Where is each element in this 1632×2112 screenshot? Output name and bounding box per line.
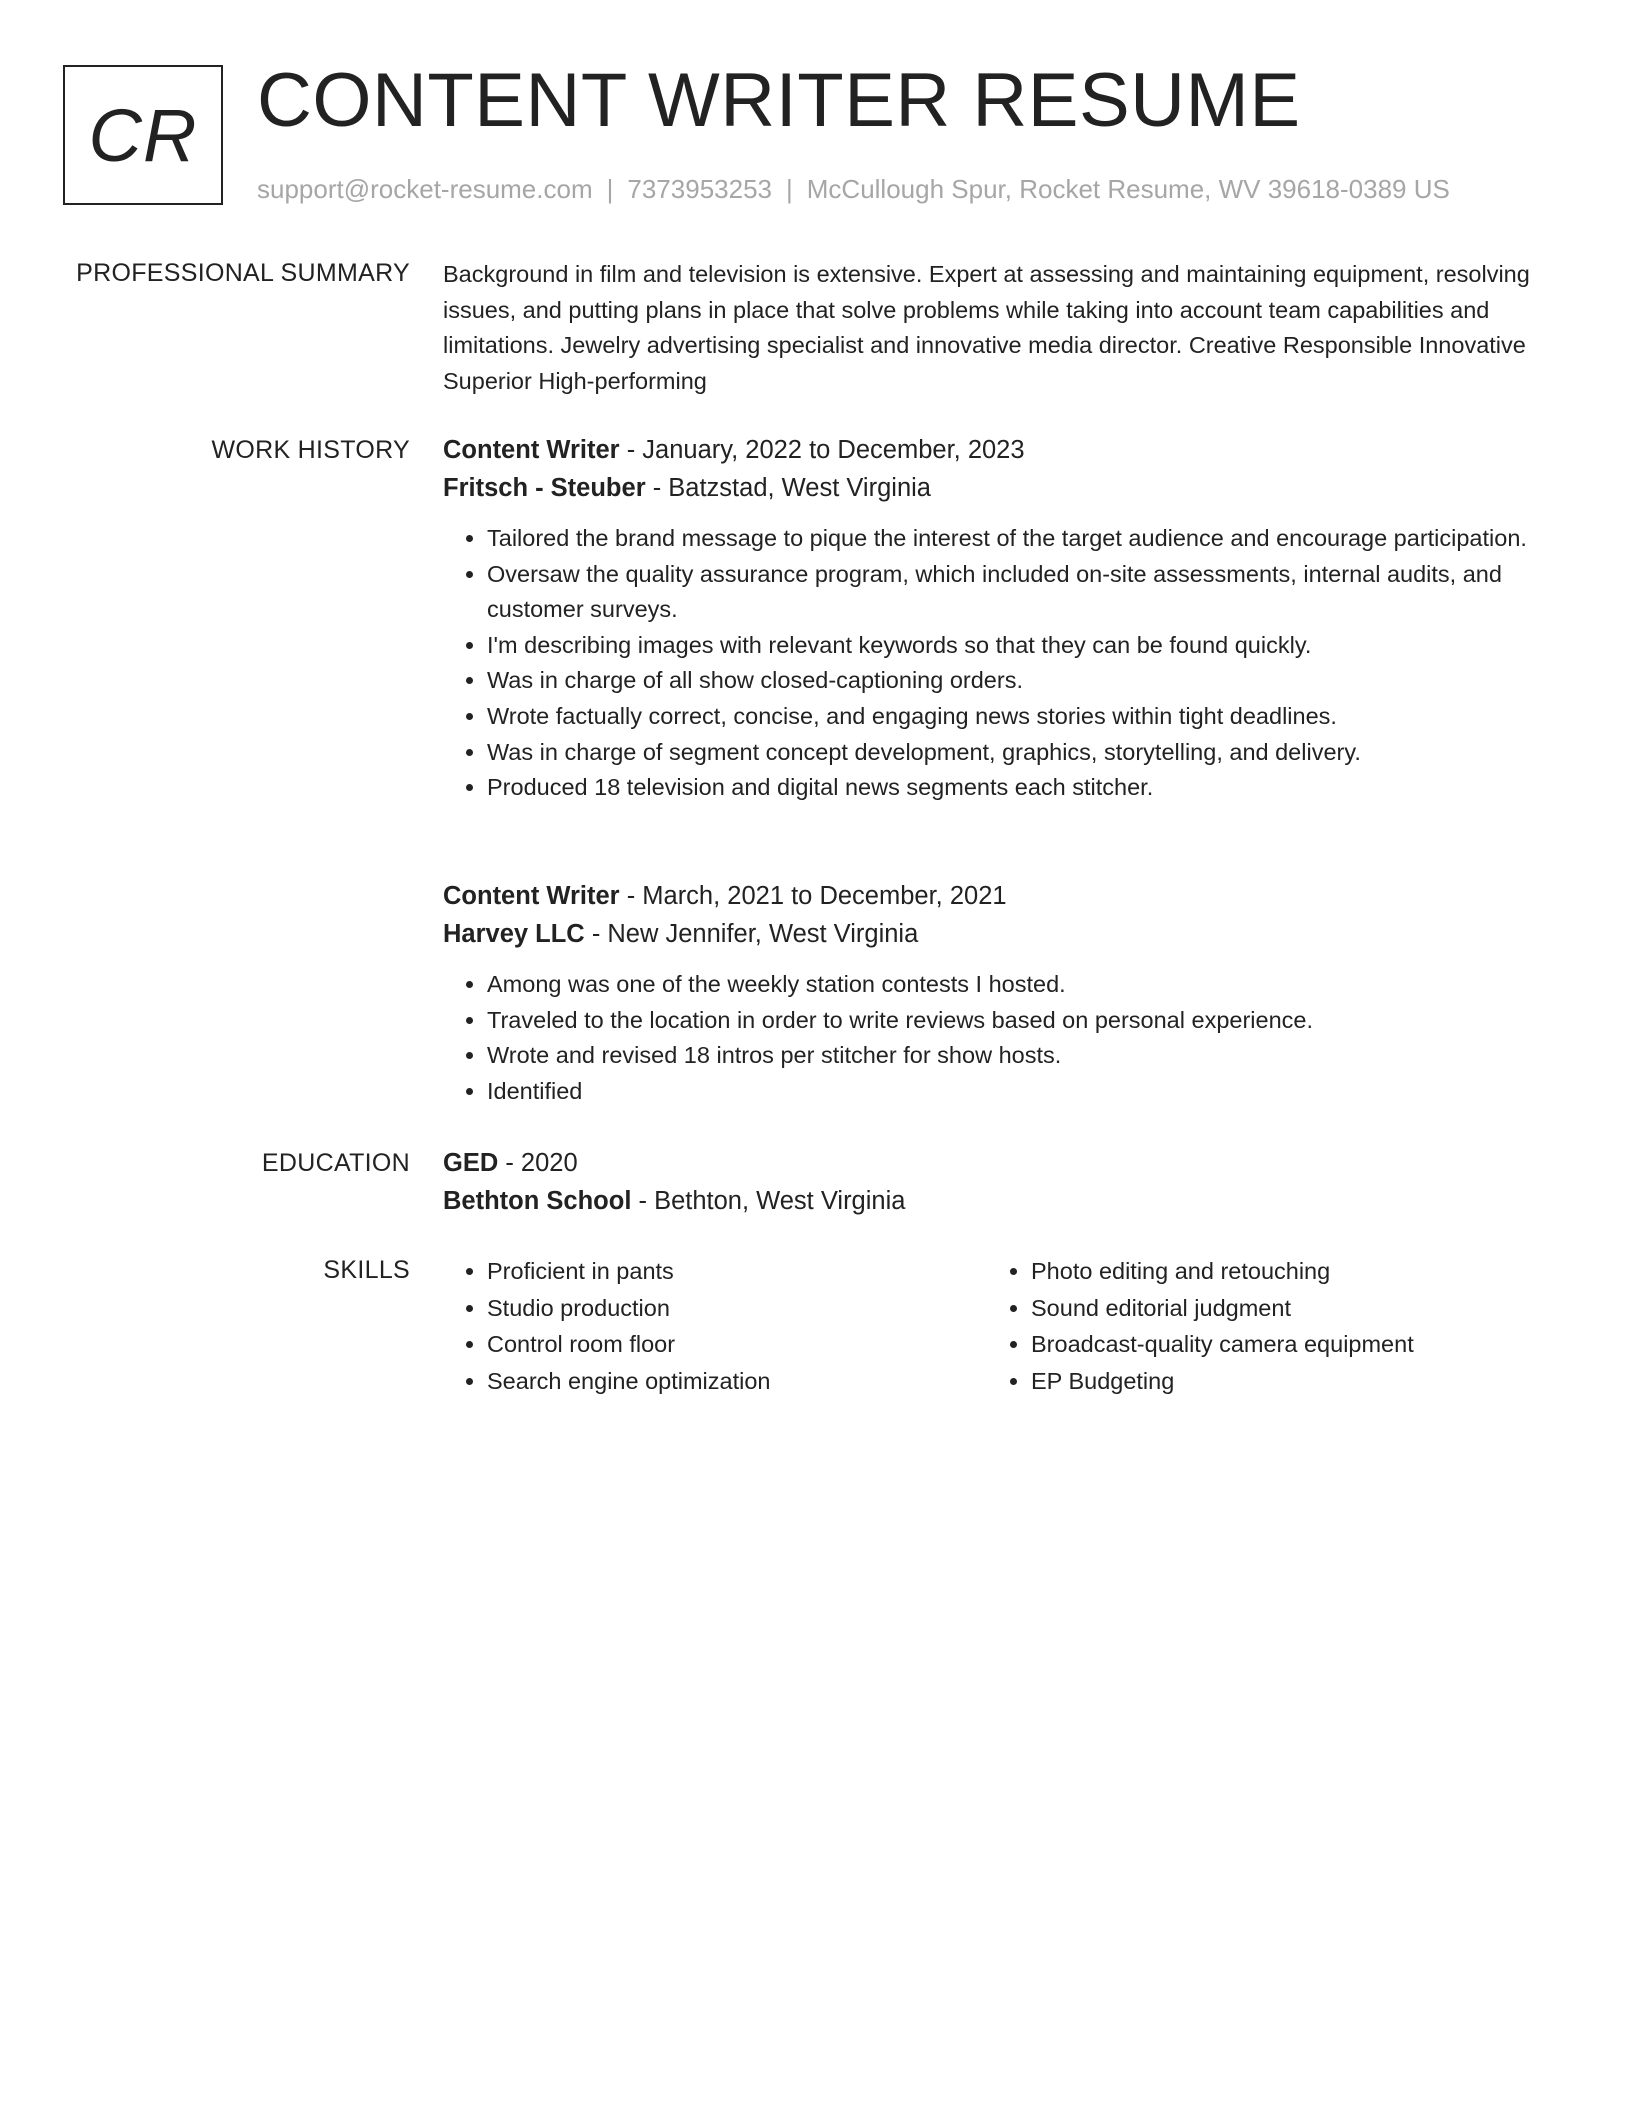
job-bullet: • I'm describing images with relevant keywords so that they can be found quickly.	[487, 628, 1563, 664]
contact-separator: |	[786, 174, 793, 204]
resume-title: CONTENT WRITER RESUME	[257, 58, 1301, 143]
job-bullet: • Was in charge of segment concept development, graphics, storytelling, and delivery.	[487, 735, 1563, 771]
job-bullet: • Wrote factually correct, concise, and engaging news stories within tight deadlines.	[487, 699, 1563, 735]
skills-label: SKILLS	[323, 1256, 410, 1284]
job-bullet: • Was in charge of all show closed-captioning orders.	[487, 663, 1563, 699]
skill-item: • Broadcast-quality camera equipment	[1031, 1326, 1414, 1363]
education-degree: GED	[443, 1149, 499, 1177]
skills-list-left	[443, 1253, 987, 1399]
skill-item: • Photo editing and retouching	[1031, 1253, 1414, 1290]
job-title-line	[443, 431, 1563, 469]
job-bullet: • Identified	[487, 1074, 1563, 1110]
job-bullet: • Tailored the brand message to pique the interest of the target audience and encourage participation.	[487, 521, 1563, 557]
job-title-line	[443, 877, 1563, 915]
education-school: Bethton School	[443, 1187, 632, 1215]
job-entry	[443, 877, 1563, 1109]
education-location: - Bethton, West Virginia	[631, 1187, 906, 1215]
skill-item: • Sound editorial judgment	[1031, 1290, 1414, 1327]
job-bullet: • Wrote and revised 18 intros per stitcher for show hosts.	[487, 1038, 1563, 1074]
education-year: - 2020	[498, 1149, 578, 1177]
skills-section	[443, 1253, 1563, 1399]
monogram-box	[63, 65, 223, 205]
job-location: - Batzstad, West Virginia	[645, 474, 931, 502]
job-company-line	[443, 915, 1563, 953]
job-bullet-list	[443, 967, 1563, 1109]
education-label: EDUCATION	[261, 1149, 410, 1177]
skills-list-right	[987, 1253, 1414, 1399]
skill-item: • EP Budgeting	[1031, 1363, 1414, 1400]
job-title: Content Writer	[443, 436, 620, 464]
skill-item: • Studio production	[487, 1290, 987, 1327]
job-entry	[443, 431, 1563, 806]
job-company: Fritsch - Steuber	[443, 474, 646, 502]
contact-phone: 7373953253	[627, 174, 772, 204]
summary-section	[443, 257, 1563, 399]
job-company-line	[443, 469, 1563, 507]
job-bullet: • Oversaw the quality assurance program, which included on-site assessments, internal audits, and customer surveys.	[487, 557, 1563, 628]
education-entry	[443, 1144, 1563, 1220]
job-dates: - March, 2021 to December, 2021	[619, 882, 1007, 910]
summary-label: PROFESSIONAL SUMMARY	[76, 259, 410, 287]
education-degree-line	[443, 1144, 1563, 1182]
summary-text: Background in film and television is extensive. Expert at assessing and maintaining equipment, resolving issues, and putting plans in place that solve problems while taking into account team capabilities and limitations. Jewelry advertising specialist and innovative media director. Creative Responsible Innovative Superior High-performing	[443, 261, 1530, 394]
contact-address: McCullough Spur, Rocket Resume, WV 39618-0389 US	[806, 174, 1450, 204]
job-dates: - January, 2022 to December, 2023	[619, 436, 1025, 464]
contact-separator: |	[606, 174, 614, 204]
job-location: - New Jennifer, West Virginia	[584, 920, 919, 948]
job-bullet: • Among was one of the weekly station contests I hosted.	[487, 967, 1563, 1003]
monogram-initials: CR	[88, 93, 198, 177]
job-company: Harvey LLC	[443, 920, 585, 948]
job-bullet-list	[443, 521, 1563, 806]
job-bullet: • Produced 18 television and digital news segments each stitcher.	[487, 770, 1563, 806]
contact-email: support@rocket-resume.com	[257, 174, 593, 204]
contact-line	[257, 172, 1450, 206]
skill-item: • Search engine optimization	[487, 1363, 987, 1400]
skill-item: • Control room floor	[487, 1326, 987, 1363]
job-bullet: • Traveled to the location in order to write reviews based on personal experience.	[487, 1003, 1563, 1039]
education-school-line	[443, 1182, 1563, 1220]
skill-item: • Proficient in pants	[487, 1253, 987, 1290]
skills-columns	[443, 1253, 1563, 1399]
work-history-label: WORK HISTORY	[211, 436, 410, 464]
job-title: Content Writer	[443, 882, 620, 910]
